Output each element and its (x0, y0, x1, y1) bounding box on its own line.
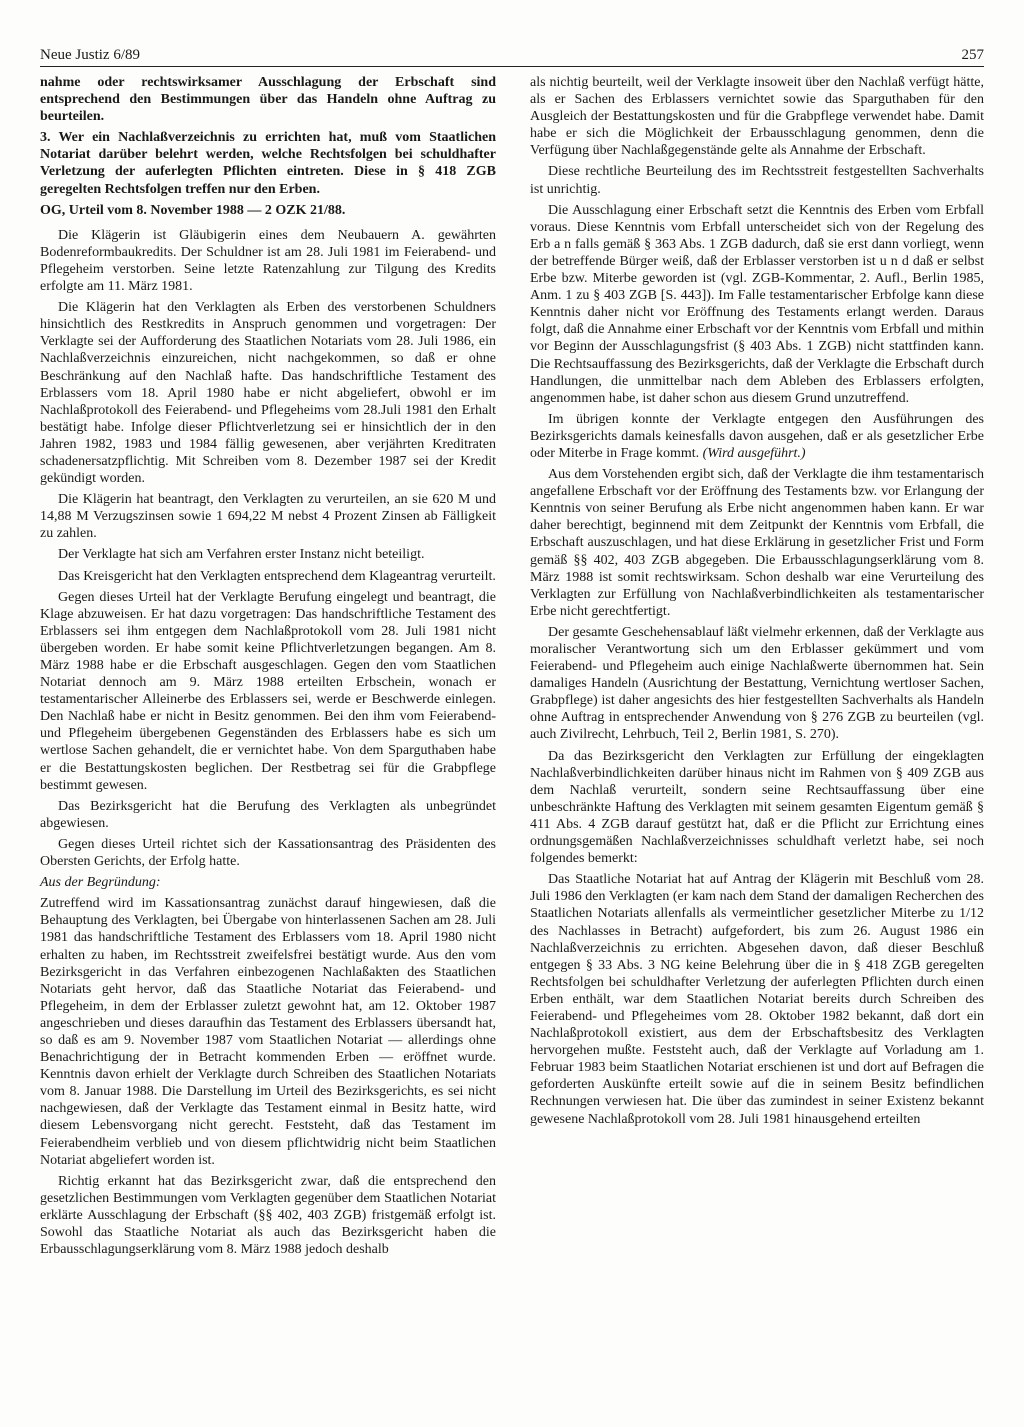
paragraph: Da das Bezirksgericht den Verklagten zur Erfüllung der eingeklagten Nachlaßverbindlichkeiten darüber hinaus nicht im Rahmen von § 409 ZGB aus dem Nachlaß verurteilt, sondern seine Rechtsauffassung über eine unbeschränkte Haftung des Verklagten mit seinem gesamten Eigentum gemäß § 411 Abs. 4 ZGB darauf gestützt hat, daß er die Pflicht zur Errichtung eines ordnungsgemäßen Nachlaßverzeichnisses schuldhaft verletzt habe, sei noch folgendes bemerkt: (530, 748, 984, 867)
headnote-3: 3. Wer ein Nachlaßverzeichnis zu errichten hat, muß vom Staatlichen Notariat darüber belehrt werden, welche Rechtsfolgen bei schuldhafter Verletzung der auferlegten Pflichten eintreten. Diese in § 418 ZGB geregelten Rechtsfolgen treffen nur den Erben. (40, 130, 496, 197)
paragraph: Gegen dieses Urteil hat der Verklagte Berufung eingelegt und beantragt, die Klage abzuweisen. Er hat dazu vorgetragen: Das handschriftliche Testament des Erblassers sei ihm entgegen dem Nachlaßprotokoll vom 28. Juli 1981 nicht übergeben worden. Er habe somit keine Pflichtverletzungen begangen. Am 8. März 1988 habe er die Erbschaft ausgeschlagen. Gegen den vom Staatlichen Notariat dennoch am 9. März 1988 erteilten Erbschein, wonach er testamentarischer Alleinerbe des Erblassers sei, werde er Beschwerde einlegen. Den Nachlaß habe er nicht in Besitz genommen. Bei den ihm vom Feierabend- und Pflegeheim übergebenen Gegenständen des Erblassers habe es sich um wertlose Sachen gehandelt, die er vernichtet habe. Von dem Sparguthaben habe er die Bestattungskosten beglichen. Der Restbetrag sei für die Grabpflege bestimmt gewesen. (40, 589, 496, 793)
paragraph: als nichtig beurteilt, weil der Verklagte insoweit über den Nachlaß verfügt hätte, als er Sachen des Erblassers vernichtet sowie das Sparguthaben für den Ausgleich der Bestattungskosten und für die Grabpflege verwendet habe. Damit habe er sich die Möglichkeit der Erbausschlagung genommen, denn die Verfügung über Nachlaßgegenstände gelte als Annahme der Erbschaft. (530, 75, 984, 159)
editorial-note: (Wird ausgeführt.) (702, 445, 806, 461)
page-number: 257 (961, 47, 984, 63)
paragraph: Das Kreisgericht hat den Verklagten entsprechend dem Klageantrag verurteilt. (58, 568, 496, 584)
headnote-continuation: nahme oder rechtswirksamer Ausschlagung der Erbschaft sind entsprechend den Bestimmungen über das Handeln ohne Auftrag zu beurteilen. (40, 75, 496, 125)
left-column (40, 74, 496, 1262)
paragraph: Die Klägerin ist Gläubigerin eines dem Neubauern A. gewährten Bodenreformbaukredits. Der Schuldner ist am 28. Juli 1981 im Feierabend- und Pflegeheim verstorben. Seine letzte Ratenzahlung zur Tilgung des Kredits erfolgte am 11. März 1981. (40, 227, 496, 295)
paragraph: Die Klägerin hat beantragt, den Verklagten zu verurteilen, an sie 620 M und 14,88 M Verzugszinsen sowie 1 694,22 M nebst 4 Prozent Zinsen ab Fälligkeit zu zahlen. (40, 492, 496, 542)
paragraph: Diese rechtliche Beurteilung des im Rechtsstreit festgestellten Sachverhalts ist unrichtig. (530, 164, 984, 197)
paragraph: Aus dem Vorstehenden ergibt sich, daß der Verklagte die ihm testamentarisch angefallene Erbschaft vor der Eröffnung des Testaments bzw. vor Erlangung der Kenntnis von seiner Berufung als Erbe nicht angenommen haben kann. Er war daher berechtigt, beginnend mit dem Zeitpunkt der Kenntnis vom Erbfall, die Erbschaft auszuschlagen, und hat diese Erklärung in gesetzlicher Frist und Form gemäß §§ 402, 403 ZGB abgegeben. Die Erbausschlagungserklärung vom 8. März 1988 ist somit rechtswirksam. Schon deshalb war eine Verurteilung des Verklagten zur Erfüllung von Nachlaßverbindlichkeiten als testamentarischer Erbe nicht gerechtfertigt. (530, 467, 984, 619)
paragraph: Richtig erkannt hat das Bezirksgericht zwar, daß die entsprechend den gesetzlichen Bestimmungen vom Verklagten gegenüber dem Staatlichen Notariat erklärte Ausschlagung der Erbschaft (§§ 402, 403 ZGB) fristgemäß erfolgt ist. Sowohl das Staatliche Notariat als auch das Bezirksgericht haben die Erbausschlagungserklärung vom 8. März 1988 jedoch deshalb (40, 1173, 496, 1258)
case-citation: OG, Urteil vom 8. November 1988 — 2 OZK 21/88. (40, 202, 346, 218)
paragraph: Die Ausschlagung einer Erbschaft setzt die Kenntnis des Erben vom Erbfall voraus. Diese Kenntnis vom Erbfall unterscheidet sich von der Regelung des Erb a n falls gemäß § 363 Abs. 1 ZGB dadurch, daß sie erst dann vorliegt, wenn der betreffende Bürger weiß, daß der Erblasser verstorben ist u n d daß er selbst Erbe bzw. Miterbe geworden ist (vgl. ZGB-Kommentar, 2. Aufl., Berlin 1985, Anm. 1 zu § 403 ZGB [S. 443]). Im Falle testamentarischer Erbfolge kann diese Kenntnis daher nicht vor Eröffnung des Testaments erlangt werden. Daraus folgt, daß die Annahme einer Erbschaft vor der Kenntnis vom Erbfall und mithin vor Beginn der Ausschlagungsfrist (§ 403 Abs. 1 ZGB) nicht stattfinden kann. Die Rechtsauffassung des Bezirksgerichts, daß der Verklagte die Erbschaft durch Handlungen, die unmittelbar nach dem Ableben des Erblassers erfolgten, angenommen habe, ist daher schon aus diesem Grund unzutreffend. (530, 202, 984, 406)
paragraph: Der Verklagte hat sich am Verfahren erster Instanz nicht beteiligt. (58, 547, 425, 563)
paragraph: Zutreffend wird im Kassationsantrag zunächst darauf hingewiesen, daß die Behauptung des Verklagten, bei Übergabe von hinterlassenen Sachen am 28. Juli 1981 das handschriftliche Testament des Erblassers vom 18. April 1980 nicht erhalten zu haben, im Rechtsstreit zweifelsfrei bestätigt wurde. Aus den vom Bezirksgericht in das Verfahren einbezogenen Nachlaßakten des Staatlichen Notariats geht hervor, daß das Staatliche Notariat das Feierabend- und Pflegeheim, in dem der Erblasser zuletzt gewohnt hat, am 12. Oktober 1987 angeschrieben und dieses daraufhin das Testament des Erblassers übersandt hat, so daß es am 9. November 1987 vom Staatlichen Notariat — allerdings ohne Benachrichtigung der in Betracht kommenden Erben — eröffnet wurde. Kenntnis davon erhielt der Verklagte durch Schreiben des Staatlichen Notariats vom 8. Januar 1988. Die Darstellung im Urteil des Bezirksgerichts, es sei nicht nachgewiesen, daß der Verklagte das Testament einmal in Besitz hatte, wird diesem Lebensvorgang nicht gerecht. Feststeht, daß das Testament im Feierabendheim verblieb und von diesem pflichtwidrig nicht beim Staatlichen Notariat abgeliefert worden ist. (40, 896, 496, 1168)
paragraph: Der gesamte Geschehensablauf läßt vielmehr erkennen, daß der Verklagte aus moralischer Verantwortung sich um den Erblasser gekümmert und vom Feierabend- und Pflegeheim auch einige Nachlaßwerte übernommen hat. Sein damaliges Handeln (Ausrichtung der Bestattung, Vernichtung wertloser Sachen, Grabpflege) ist daher angesichts des hier festgestellten Sachverhalts als Handeln ohne Auftrag in entsprechender Anwendung von § 276 ZGB zu beurteilen (vgl. auch Zivilrecht, Lehrbuch, Teil 2, Berlin 1981, S. 270). (530, 624, 984, 743)
right-column (530, 74, 984, 1132)
paragraph-text: Im übrigen konnte der Verklagte entgegen den Ausführungen des Bezirksgerichts damals keinesfalls davon ausgehen, daß er als gesetzlicher Erbe oder Miterbe in Frage kommt. (530, 411, 984, 461)
paragraph: Das Bezirksgericht hat die Berufung des Verklagten als unbegründet abgewiesen. (40, 798, 496, 831)
paragraph: Das Staatliche Notariat hat auf Antrag der Klägerin mit Beschluß vom 28. Juli 1986 den Verklagten (er kam nach dem Stand der damaligen Recherchen des Staatlichen Notariats allenfalls als vermeintlicher gesetzlicher Miterbe zu 1/12 des Nachlasses in Betracht) aufgefordert, bis zum 26. August 1986 ein Nachlaßverzeichnis zu errichten. Abgesehen davon, daß dieser Beschluß entgegen § 33 Abs. 3 NG keine Belehrung über die in § 418 ZGB geregelten Rechtsfolgen bei schuldhafter Verletzung der auferlegten Pflichten durch einen Erben enthält, war dem Staatlichen Notariat bereits durch Schreiben des Feierabend- und Pflegeheimes vom 28. Oktober 1982 bekannt, daß dort ein Nachlaßprotokoll existiert, aus dem der Erbschaftsbesitz des Verklagten hervorgehen mußte. Feststeht auch, daß der Verklagte auf Vorladung am 1. Februar 1983 beim Staatlichen Notariat erschienen ist und dort auf Befragen die geforderten Auskünfte erteilt sowie auf die in seinem Besitz befindlichen Rechnungen verwiesen hat. Die über das zumindest in seiner Existenz bekannt gewesene Nachlaßprotokoll vom 28. Juli 1981 hinausgehend erteilten (530, 872, 984, 1127)
paragraph (530, 411, 984, 462)
paragraph: Die Klägerin hat den Verklagten als Erben des verstorbenen Schuldners hinsichtlich des Restkredits in Anspruch genommen und vorgetragen: Der Verklagte sei der Aufforderung des Staatlichen Notariats vom 28. Juli 1986, ein Nachlaßverzeichnis einzureichen, nicht nachgekommen, so daß er ohne Beschränkung auf den Nachlaß hafte. Das handschriftliche Testament des Erblassers vom 18. April 1980 habe er nicht abgeliefert, obwohl er im Nachlaßprotokoll des Feierabend- und Pflegeheims vom 28.Juli 1981 den Erhalt bestätigt habe. Infolge dieser Pflichtverletzung sei er hinsichtlich der in den Jahren 1982, 1983 und 1984 fällig gewesenen, aber verjährten Kreditraten schadenersatzpflichtig. Mit Schreiben vom 8. Dezember 1987 sei der Kredit gekündigt worden. (40, 300, 496, 487)
journal-issue: Neue Justiz 6/89 (40, 47, 140, 63)
section-subheading: Aus der Begründung: (40, 875, 161, 891)
paragraph: Gegen dieses Urteil richtet sich der Kassationsantrag des Präsidenten des Obersten Gerichts, der Erfolg hatte. (40, 836, 496, 870)
page-header (40, 44, 984, 67)
